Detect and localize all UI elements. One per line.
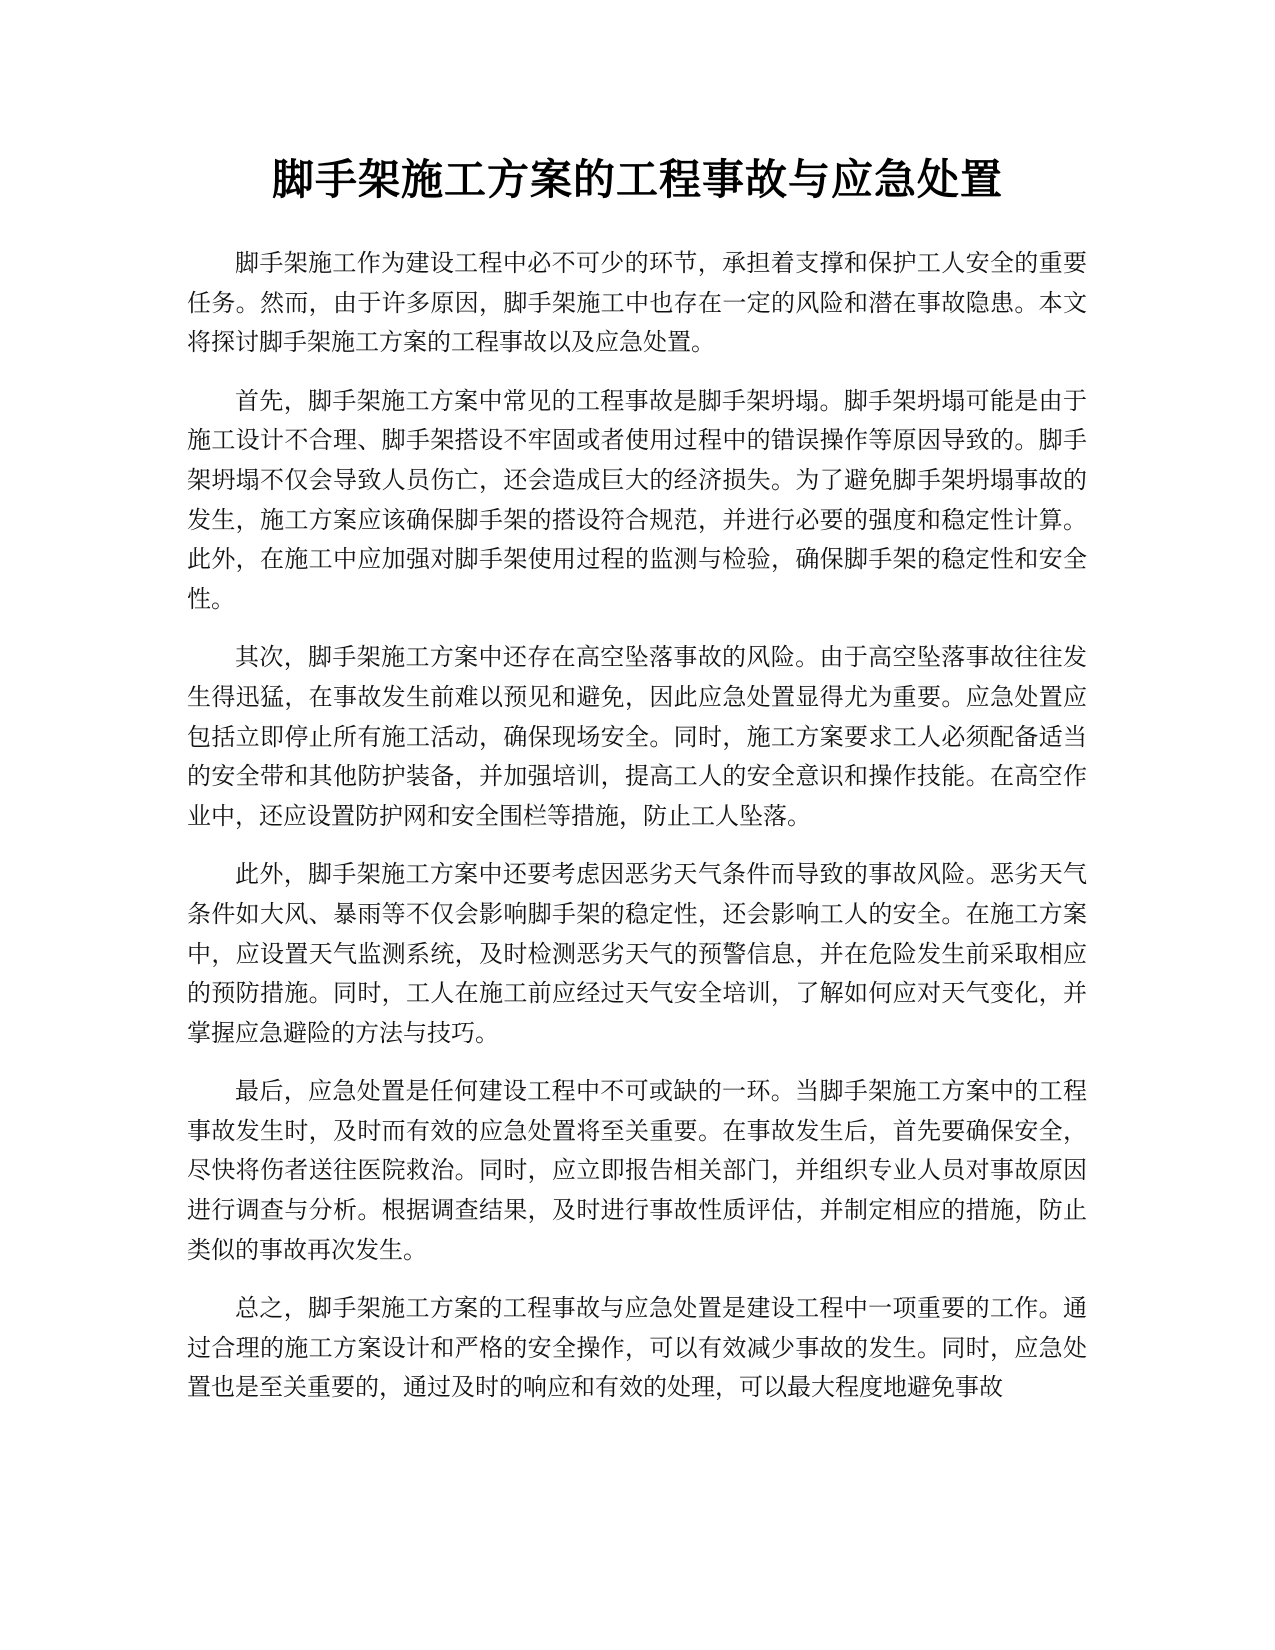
document-body [187,244,1087,1427]
paragraph-4: 此外，脚手架施工方案中还要考虑因恶劣天气条件而导致的事故风险。恶劣天气条件如大风、暴雨等不仅会影响脚手架的稳定性，还会影响工人的安全。在施工方案中，应设置天气监测系统，及时检测恶劣天气的预警信息，并在危险发生前采取相应的预防措施。同时，工人在施工前应经过天气安全培训，了解如何应对天气变化，并掌握应急避险的方法与技巧。 [187,860,1087,1047]
paragraph-1: 脚手架施工作为建设工程中必不可少的环节，承担着支撑和保护工人安全的重要任务。然而，由于许多原因，脚手架施工中也存在一定的风险和潜在事故隐患。本文将探讨脚手架施工方案的工程事故以及应急处置。 [187,249,1087,357]
paragraph-3: 其次，脚手架施工方案中还存在高空坠落事故的风险。由于高空坠落事故往往发生得迅猛，在事故发生前难以预见和避免，因此应急处置显得尤为重要。应急处置应包括立即停止所有施工活动，确保现场安全。同时，施工方案要求工人必须配备适当的安全带和其他防护装备，并加强培训，提高工人的安全意识和操作技能。在高空作业中，还应设置防护网和安全围栏等措施，防止工人坠落。 [187,643,1087,830]
paragraph-6: 总之，脚手架施工方案的工程事故与应急处置是建设工程中一项重要的工作。通过合理的施工方案设计和严格的安全操作，可以有效减少事故的发生。同时，应急处置也是至关重要的，通过及时的响应和有效的处理，可以最大程度地避免事故 [187,1294,1087,1402]
paragraph-2: 首先，脚手架施工方案中常见的工程事故是脚手架坍塌。脚手架坍塌可能是由于施工设计不合理、脚手架搭设不牢固或者使用过程中的错误操作等原因导致的。脚手架坍塌不仅会导致人员伤亡，还会造成巨大的经济损失。为了避免脚手架坍塌事故的发生，施工方案应该确保脚手架的搭设符合规范，并进行必要的强度和稳定性计算。此外，在施工中应加强对脚手架使用过程的监测与检验，确保脚手架的稳定性和安全性。 [187,386,1087,613]
paragraph-5: 最后，应急处置是任何建设工程中不可或缺的一环。当脚手架施工方案中的工程事故发生时，及时而有效的应急处置将至关重要。在事故发生后，首先要确保安全，尽快将伤者送往医院救治。同时，应立即报告相关部门，并组织专业人员对事故原因进行调查与分析。根据调查结果，及时进行事故性质评估，并制定相应的措施，防止类似的事故再次发生。 [187,1077,1087,1264]
document-title: 脚手架施工方案的工程事故与应急处置 [271,155,1003,204]
